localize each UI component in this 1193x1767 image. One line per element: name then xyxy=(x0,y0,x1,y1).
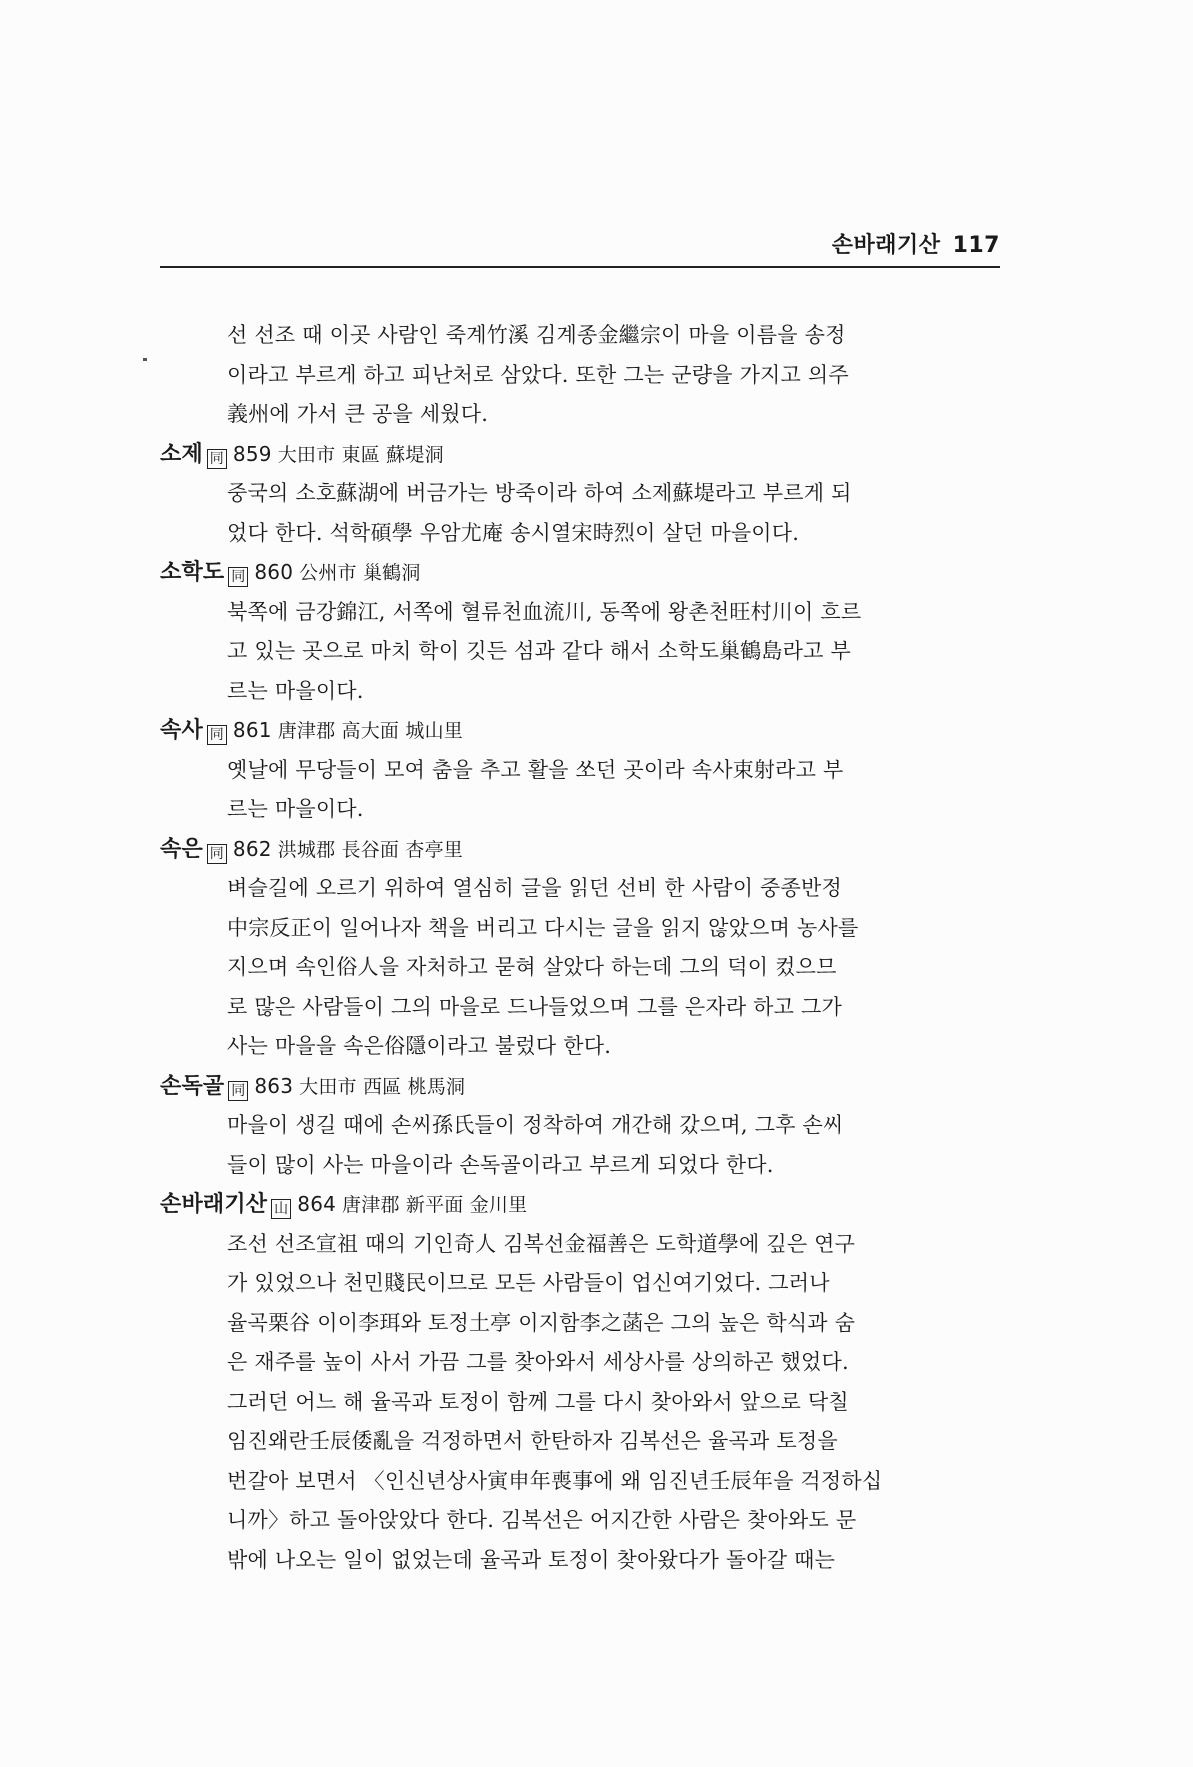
entry-type-mark: 同 xyxy=(228,567,248,587)
entry-heading xyxy=(160,830,1000,870)
entry-name: 손독골 xyxy=(160,1073,225,1099)
text-line: 들이 많이 사는 마을이라 손독골이라고 부르게 되었다 한다. xyxy=(227,1152,774,1177)
text-line: 그러던 어느 해 율곡과 토정이 함께 그를 다시 찾아와서 앞으로 닥칠 xyxy=(227,1389,849,1414)
text-line: 밖에 나오는 일이 없었는데 율곡과 토정이 찾아왔다가 돌아갈 때는 xyxy=(227,1547,836,1572)
entry-heading xyxy=(160,711,1000,751)
entry-number: 864 xyxy=(297,1192,337,1216)
text-line: 로 많은 사람들이 그의 마을로 드나들었으며 그를 은자라 하고 그가 xyxy=(227,994,842,1019)
text-line: 義州에 가서 큰 공을 세웠다. xyxy=(227,402,489,426)
entry-location: 公州市 巢鶴洞 xyxy=(299,562,421,584)
text-line: 벼슬길에 오르기 위하여 열심히 글을 읽던 선비 한 사람이 중종반정 xyxy=(227,876,842,900)
entry-type-mark: 同 xyxy=(228,1081,248,1101)
body-text xyxy=(160,316,1000,1580)
text-line: 옛날에 무당들이 모여 춤을 추고 활을 쏘던 곳이라 속사束射라고 부 xyxy=(227,757,844,782)
header-rule xyxy=(160,266,1000,268)
text-line: 선 선조 때 이곳 사람인 죽계竹溪 김계종金繼宗이 마을 이름을 송정 xyxy=(227,323,846,347)
text-line: 니까〉하고 돌아앉았다 한다. 김복선은 어지간한 사람은 찾아와도 문 xyxy=(227,1508,857,1532)
text-line: 사는 마을을 속은俗隱이라고 불렀다 한다. xyxy=(227,1034,612,1058)
entry-number: 862 xyxy=(232,836,272,861)
text-line: 었다 한다. 석학碩學 우암尤庵 송시열宋時烈이 살던 마을이다. xyxy=(227,520,800,545)
text-line: 中宗反正이 일어나자 책을 버리고 다시는 글을 읽지 않았으며 농사를 xyxy=(227,915,859,940)
page-number: 117 xyxy=(952,233,1000,258)
text-line: 북쪽에 금강錦江, 서쪽에 혈류천血流川, 동쪽에 왕촌천旺村川이 흐르 xyxy=(227,599,862,624)
entry-name: 속사 xyxy=(160,718,203,743)
entry-heading xyxy=(160,1185,1000,1225)
running-header xyxy=(160,228,1000,259)
text-line: 율곡栗谷 이이李珥와 토정土亭 이지함李之菡은 그의 높은 학식과 숨 xyxy=(227,1310,856,1335)
text-line: 르는 마을이다. xyxy=(227,797,364,821)
text-line: 은 재주를 높이 사서 가끔 그를 찾아와서 세상사를 상의하곤 했었다. xyxy=(227,1350,849,1374)
entry-number: 860 xyxy=(254,560,294,584)
text-line: 르는 마을이다. xyxy=(227,678,364,703)
entry-type-mark: 同 xyxy=(207,449,227,469)
entry-number: 863 xyxy=(254,1073,294,1098)
text-line: 조선 선조宣祖 때의 기인奇人 김복선金福善은 도학道學에 깊은 연구 xyxy=(227,1231,856,1256)
entry-type-mark: 同 xyxy=(207,844,227,864)
entry-heading xyxy=(160,435,1000,475)
entry-location: 大田市 東區 蘇堤洞 xyxy=(277,443,444,466)
text-line: 중국의 소호蘇湖에 버금가는 방죽이라 하여 소제蘇堤라고 부르게 되 xyxy=(227,481,852,505)
entry-location: 唐津郡 高大面 城山里 xyxy=(277,720,463,742)
text-line: 고 있는 곳으로 마치 학이 깃든 섬과 같다 해서 소학도巢鶴島라고 부 xyxy=(227,639,852,663)
entry-name: 손바래기산 xyxy=(160,1192,268,1217)
entry-name: 소학도 xyxy=(160,560,225,585)
entry-type-mark: 山 xyxy=(271,1199,291,1219)
entry-heading xyxy=(160,553,1000,593)
text-line: 가 있었으나 천민賤民이므로 모든 사람들이 업신여기었다. 그러나 xyxy=(227,1271,830,1295)
text-line: 지으며 속인俗人을 자처하고 묻혀 살았다 하는데 그의 덕이 컸으므 xyxy=(227,955,837,979)
entry-location: 洪城郡 長谷面 杏亭里 xyxy=(277,838,463,861)
entry-heading xyxy=(160,1067,1000,1107)
entry-location: 唐津郡 新平面 金川里 xyxy=(342,1194,528,1216)
text-line: 마을이 생길 때에 손씨孫氏들이 정착하여 개간해 갔으며, 그후 손씨 xyxy=(227,1113,844,1137)
text-line: 이라고 부르게 하고 피난처로 삼았다. 또한 그는 군량을 가지고 의주 xyxy=(227,362,849,387)
entry-name: 소제 xyxy=(160,441,203,467)
entry-location: 大田市 西區 桃馬洞 xyxy=(299,1075,466,1098)
text-line: 번갈아 보면서 〈인신년상사寅申年喪事에 왜 임진년壬辰年을 걱정하십 xyxy=(227,1468,883,1493)
print-speck xyxy=(143,358,147,361)
entry-number: 861 xyxy=(232,718,272,742)
running-title: 손바래기산 xyxy=(831,233,941,258)
entry-name: 속은 xyxy=(160,836,203,862)
entry-type-mark: 同 xyxy=(207,725,227,745)
text-line: 임진왜란壬辰倭亂을 걱정하면서 한탄하자 김복선은 율곡과 토정을 xyxy=(227,1429,838,1453)
entry-number: 859 xyxy=(232,441,272,466)
